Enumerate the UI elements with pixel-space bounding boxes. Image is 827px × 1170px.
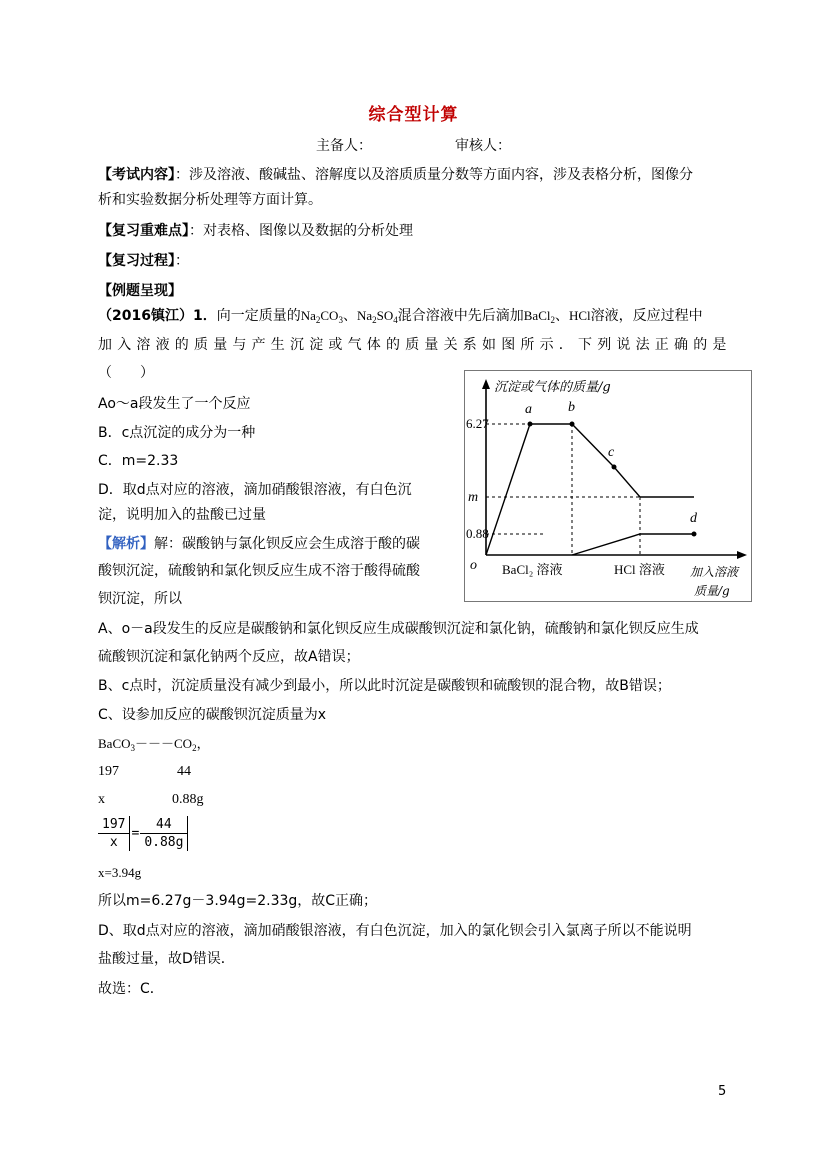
question-line-2: 加入溶液的质量与产生沉淀或气体的质量关系如图所示．下列说法正确的是 (98, 337, 732, 353)
preparer-label: 主备人： (316, 138, 372, 154)
analysis-intro-line-1 (98, 535, 420, 553)
exam-content-text: ：涉及溶液、酸碱盐、溶解度以及溶质质量分数等方面内容，涉及表格分析，图像分 (175, 167, 693, 183)
x-axis-label-line-2: 质量/g (694, 584, 730, 598)
reviewer-label: 审核人： (455, 138, 511, 154)
x-axis-arrow (737, 551, 747, 559)
question-separator: 、 (342, 308, 357, 324)
point-b (570, 422, 575, 427)
x-axis-label-line-1: 加入溶液 (690, 565, 739, 579)
analysis-d-line-2: 盐酸过量，故D错误． (98, 951, 235, 967)
reaction-equation (98, 735, 210, 757)
fraction-right-denominator: 0.88g (140, 834, 188, 852)
analysis-c-conclusion: 所以m=6.27g－3.94g=2.33g，故C正确； (98, 893, 378, 909)
analysis-d-line-1: D、取d点对应的溶液，滴加硝酸银溶液，有白色沉淀，加入的氯化钡会引入氯离子所以不能说明 (98, 923, 692, 939)
question-stem-b: 混合溶液中先后滴加 (397, 308, 524, 324)
y-axis-arrow (482, 379, 490, 389)
point-a (528, 422, 533, 427)
fraction-equals: = (131, 826, 140, 841)
y-tick-m: m (468, 490, 479, 505)
analysis-c-line: C、设参加反应的碳酸钡沉淀质量为x (98, 707, 327, 723)
proportion-fraction (98, 816, 188, 851)
exam-content-line-1 (98, 166, 693, 184)
origin-label: o (470, 558, 477, 573)
x-segment-bacl2: BaCl₂ 溶液 (502, 562, 563, 577)
option-d-line-2: 淀，说明加入的盐酸已过量 (98, 507, 266, 523)
process-text: ： (175, 253, 189, 269)
label-c: c (608, 445, 615, 460)
question-source: （2016镇江）1． (98, 308, 217, 324)
option-a: Ao～a段发生了一个反应 (98, 396, 251, 412)
point-c (612, 465, 617, 470)
label-d: d (690, 511, 697, 526)
fraction-left-denominator: x (98, 834, 130, 852)
ratio-row-1-right: 44 (177, 764, 191, 779)
gas-line (572, 534, 694, 555)
precipitate-line (486, 424, 694, 555)
ratio-row-1-left: 197 (98, 764, 119, 779)
analysis-b-line: B、c点时，沉淀质量没有减少到最小，所以此时沉淀是碳酸钡和硫酸钡的混合物，故B错误； (98, 678, 671, 694)
question-stem-a: 向一定质量的 (216, 308, 301, 324)
page-number: 5 (718, 1084, 727, 1099)
ratio-row-2-right: 0.88g (172, 792, 204, 807)
option-d-line-1: D．取d点对应的溶液，滴加硝酸银溶液，有白色沉 (98, 482, 412, 498)
question-line-1 (98, 307, 703, 329)
exam-content-label: 【考试内容】 (98, 167, 175, 183)
question-blank: （ ） (98, 365, 154, 381)
equation-dashes: －－－ (135, 736, 175, 751)
answer-line: 故选：C． (98, 981, 164, 997)
question-stem-c: 溶液，反应过程中 (590, 308, 703, 324)
exam-content-line-2: 析和实验数据分析处理等方面计算。 (98, 192, 322, 208)
ratio-row-2-left: x (98, 792, 105, 807)
option-b: B．c点沉淀的成分为一种 (98, 425, 256, 441)
x-result: x=3.94g (98, 865, 142, 880)
point-d (692, 532, 697, 537)
difficulty-line (98, 222, 413, 240)
analysis-a-line-2: 硫酸钡沉淀和氯化钠两个反应，故A错误； (98, 649, 360, 665)
precipitate-gas-chart (464, 370, 752, 602)
difficulty-text: ：对表格、图像以及数据的分析处理 (189, 223, 413, 239)
y-tick-088: 0.88 (466, 526, 489, 541)
process-label: 【复习过程】 (98, 253, 175, 269)
label-b: b (568, 400, 575, 415)
formula-hcl: HCl (568, 308, 591, 323)
analysis-intro-line-2: 酸钡沉淀，硫酸钠和氯化钡反应生成不溶于酸得硫酸 (98, 563, 420, 579)
equation-right: $CO_2$ (174, 736, 197, 753)
equation-comma: ， (196, 736, 210, 751)
y-axis-label: 沉淀或气体的质量/g (494, 380, 611, 395)
fraction-right-numerator: 44 (140, 816, 188, 834)
formula-na2co3: $Na_2CO_3$ (300, 308, 343, 325)
y-tick-627: 6.27 (466, 416, 489, 431)
examples-label: 【例题呈现】 (98, 283, 182, 299)
analysis-a-line-1: A、o－a段发生的反应是碳酸钠和氯化钡反应生成碳酸钡沉淀和氯化钠，硫酸钠和氯化钡反应生成 (98, 621, 699, 637)
formula-na2so4: $Na_2SO_4$ (356, 308, 398, 325)
page-title: 综合型计算 (368, 105, 459, 125)
equation-left: BaCO$_3$ (98, 736, 135, 753)
label-a: a (525, 402, 532, 417)
question-separator: 、 (554, 308, 569, 324)
process-line (98, 252, 189, 270)
analysis-label: 【解析】 (98, 536, 154, 552)
formula-bacl2: BaCl$_2$ (523, 308, 555, 325)
x-segment-hcl: HCl 溶液 (614, 562, 665, 577)
option-c: C．m=2.33 (98, 453, 179, 469)
analysis-intro-line-3: 钡沉淀，所以 (98, 591, 182, 607)
analysis-intro-text: 解：碳酸钠与氯化钡反应会生成溶于酸的碳 (154, 536, 420, 552)
difficulty-label: 【复习重难点】 (98, 223, 189, 239)
fraction-left-numerator: 197 (98, 816, 130, 834)
